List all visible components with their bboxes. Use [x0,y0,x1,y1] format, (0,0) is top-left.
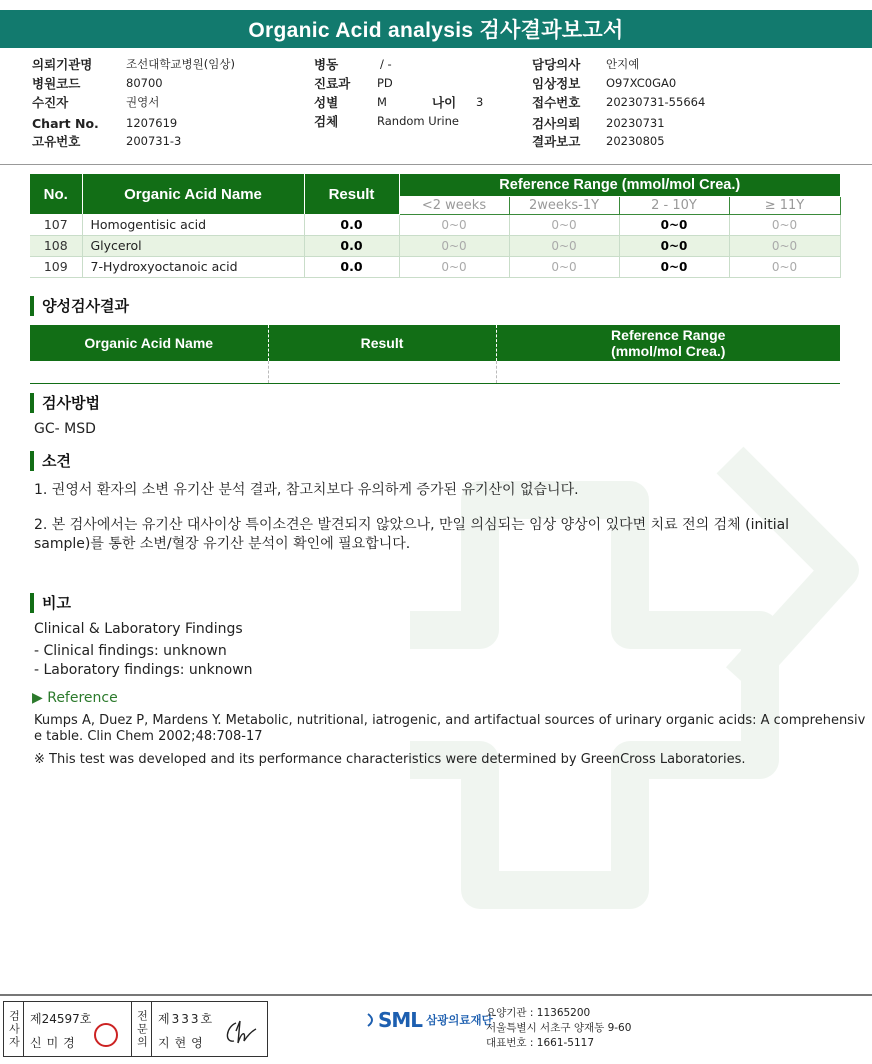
seal-stamp-icon [94,1023,118,1047]
row-ref: 0~0 [509,235,619,256]
citation-line-a: Kumps A, Duez P, Mardens Y. Metabolic, nutritional, iatrogenic, and artifactual sources of urinary organic acids: A comprehensiv [34,713,866,728]
opinion-heading: 소견 [30,451,71,471]
col-header-no: No. [30,174,82,214]
opinion-line-2a: 2. 본 검사에서는 유기산 대사이상 특이소견은 발견되지 않았으나, 만일 의심되는 임상 양상이 있다면 치료 전의 검체 (initial [34,517,790,533]
info-value: 조선대학교병원(임상) [126,57,235,71]
opinion-line-2b: sample)를 통한 소변/혈장 유기산 분석이 확인에 필요합니다. [34,536,411,552]
col-header-result: Result [304,174,399,214]
age-value: 3 [476,95,484,109]
org-name: 삼광의료재단 [426,1013,493,1027]
handwritten-signature-icon [222,1017,258,1049]
info-value: 80700 [126,76,163,90]
row-ref: 0~0 [509,214,619,235]
pos-col-reference-line2: (mmol/mol Crea.) [611,343,726,359]
specialist-label-text: 전문의 [135,1009,149,1049]
org-phone: 대표번호 : 1661-5117 [486,1037,595,1049]
row-ref: 0~0 [729,256,840,277]
info-value: 20230805 [606,134,665,148]
info-value: 20230731 [606,116,665,130]
examiner-name: 신미경 [30,1036,80,1050]
info-label: 병원코드 [32,76,81,91]
remarks-heading: 비고 [30,593,71,613]
sml-logo-text: SML [378,1008,423,1032]
info-value: 20230731-55664 [606,95,706,109]
info-value: 권영서 [126,95,160,109]
info-label: 고유번호 [32,134,81,149]
pos-col-name: Organic Acid Name [30,325,268,361]
positive-results-heading: 양성검사결과 [30,296,129,316]
signature-box [3,1001,268,1057]
citation-line-b: e table. Clin Chem 2002;48:708-17 [34,729,263,744]
col-header-reference: Reference Range (mmol/mol Crea.) [399,174,840,196]
examiner-label-text: 검사자 [7,1009,21,1049]
info-value: PD [377,76,393,90]
info-value: Random Urine [377,114,459,128]
info-value: 안지예 [606,57,640,71]
method-text: GC- MSD [34,421,96,437]
row-name: 7-Hydroxyoctanoic acid [82,256,304,277]
specialist-signature [152,1002,266,1056]
info-label: 의뢰기관명 [32,57,93,72]
empty-cell [30,361,268,383]
info-label: 결과보고 [532,134,581,149]
org-address [486,1006,631,1051]
watermark-logo-icon [410,430,872,970]
row-result: 0.0 [304,235,399,256]
method-heading: 검사방법 [30,393,100,413]
row-ref: 0~0 [729,214,840,235]
range-header: ≥ 11Y [729,196,840,214]
col-header-name: Organic Acid Name [82,174,304,214]
row-ref-highlight: 0~0 [619,214,729,235]
pos-col-reference [496,325,840,361]
info-label: 접수번호 [532,95,581,110]
row-ref: 0~0 [399,235,509,256]
row-result: 0.0 [304,256,399,277]
specialist-id: 제333호 [158,1012,215,1026]
clinical-findings: - Clinical findings: unknown [34,643,227,659]
patient-info-block [0,55,872,165]
row-ref: 0~0 [399,256,509,277]
info-label: 진료과 [314,76,351,91]
info-label: 수진자 [32,95,69,110]
row-ref-highlight: 0~0 [619,235,729,256]
report-title: Organic Acid analysis 검사결과보고서 [0,10,872,48]
range-header: 2weeks-1Y [509,196,619,214]
reference-label: ▶ Reference [32,690,118,706]
table-row [30,214,840,235]
results-table [30,174,841,278]
row-ref: 0~0 [729,235,840,256]
specialist-name: 지현영 [158,1036,208,1050]
info-value: 200731-3 [126,134,182,148]
positive-results-table [30,325,840,384]
table-row [30,361,840,383]
pos-col-reference-line1: Reference Range [611,327,726,343]
row-ref-highlight: 0~0 [619,256,729,277]
age-label: 나이 [432,95,457,110]
footer [0,994,872,1064]
table-row [30,256,840,277]
row-ref: 0~0 [399,214,509,235]
sml-logo [366,1008,493,1032]
info-label: 검체 [314,114,339,129]
row-ref: 0~0 [509,256,619,277]
info-value: / - [380,57,392,71]
range-header: 2 - 10Y [619,196,729,214]
org-street: 서울특별시 서초구 양재동 9-60 [486,1022,632,1034]
examiner-id: 제24597호 [30,1012,92,1026]
examiner-signature [24,1002,132,1056]
range-header: <2 weeks [399,196,509,214]
info-value: M [377,95,387,109]
pos-col-result: Result [268,325,496,361]
empty-cell [268,361,496,383]
disclaimer-note: ※ This test was developed and its performance characteristics were determined by GreenCross Laboratories. [34,752,746,767]
info-label: Chart No. [32,115,99,131]
row-name: Glycerol [82,235,304,256]
org-code: 요양기관 : 11365200 [486,1007,591,1019]
specialist-label [132,1002,152,1056]
sml-mark-icon [366,1012,378,1028]
row-name: Homogentisic acid [82,214,304,235]
info-label: 담당의사 [532,57,581,72]
opinion-line-1: 1. 권영서 환자의 소변 유기산 분석 결과, 참고치보다 유의하게 증가된 유기산이 없습니다. [34,482,579,498]
table-row [30,235,840,256]
info-label: 검사의뢰 [532,116,581,131]
empty-cell [496,361,840,383]
examiner-label [4,1002,24,1056]
info-value: 1207619 [126,116,178,130]
row-result: 0.0 [304,214,399,235]
info-label: 병동 [314,57,339,72]
row-no: 107 [30,214,82,235]
info-value: O97XC0GA0 [606,76,677,90]
row-no: 109 [30,256,82,277]
info-label: 성별 [314,95,339,110]
laboratory-findings: - Laboratory findings: unknown [34,662,253,678]
info-label: 임상정보 [532,76,581,91]
findings-title: Clinical & Laboratory Findings [34,621,243,637]
row-no: 108 [30,235,82,256]
